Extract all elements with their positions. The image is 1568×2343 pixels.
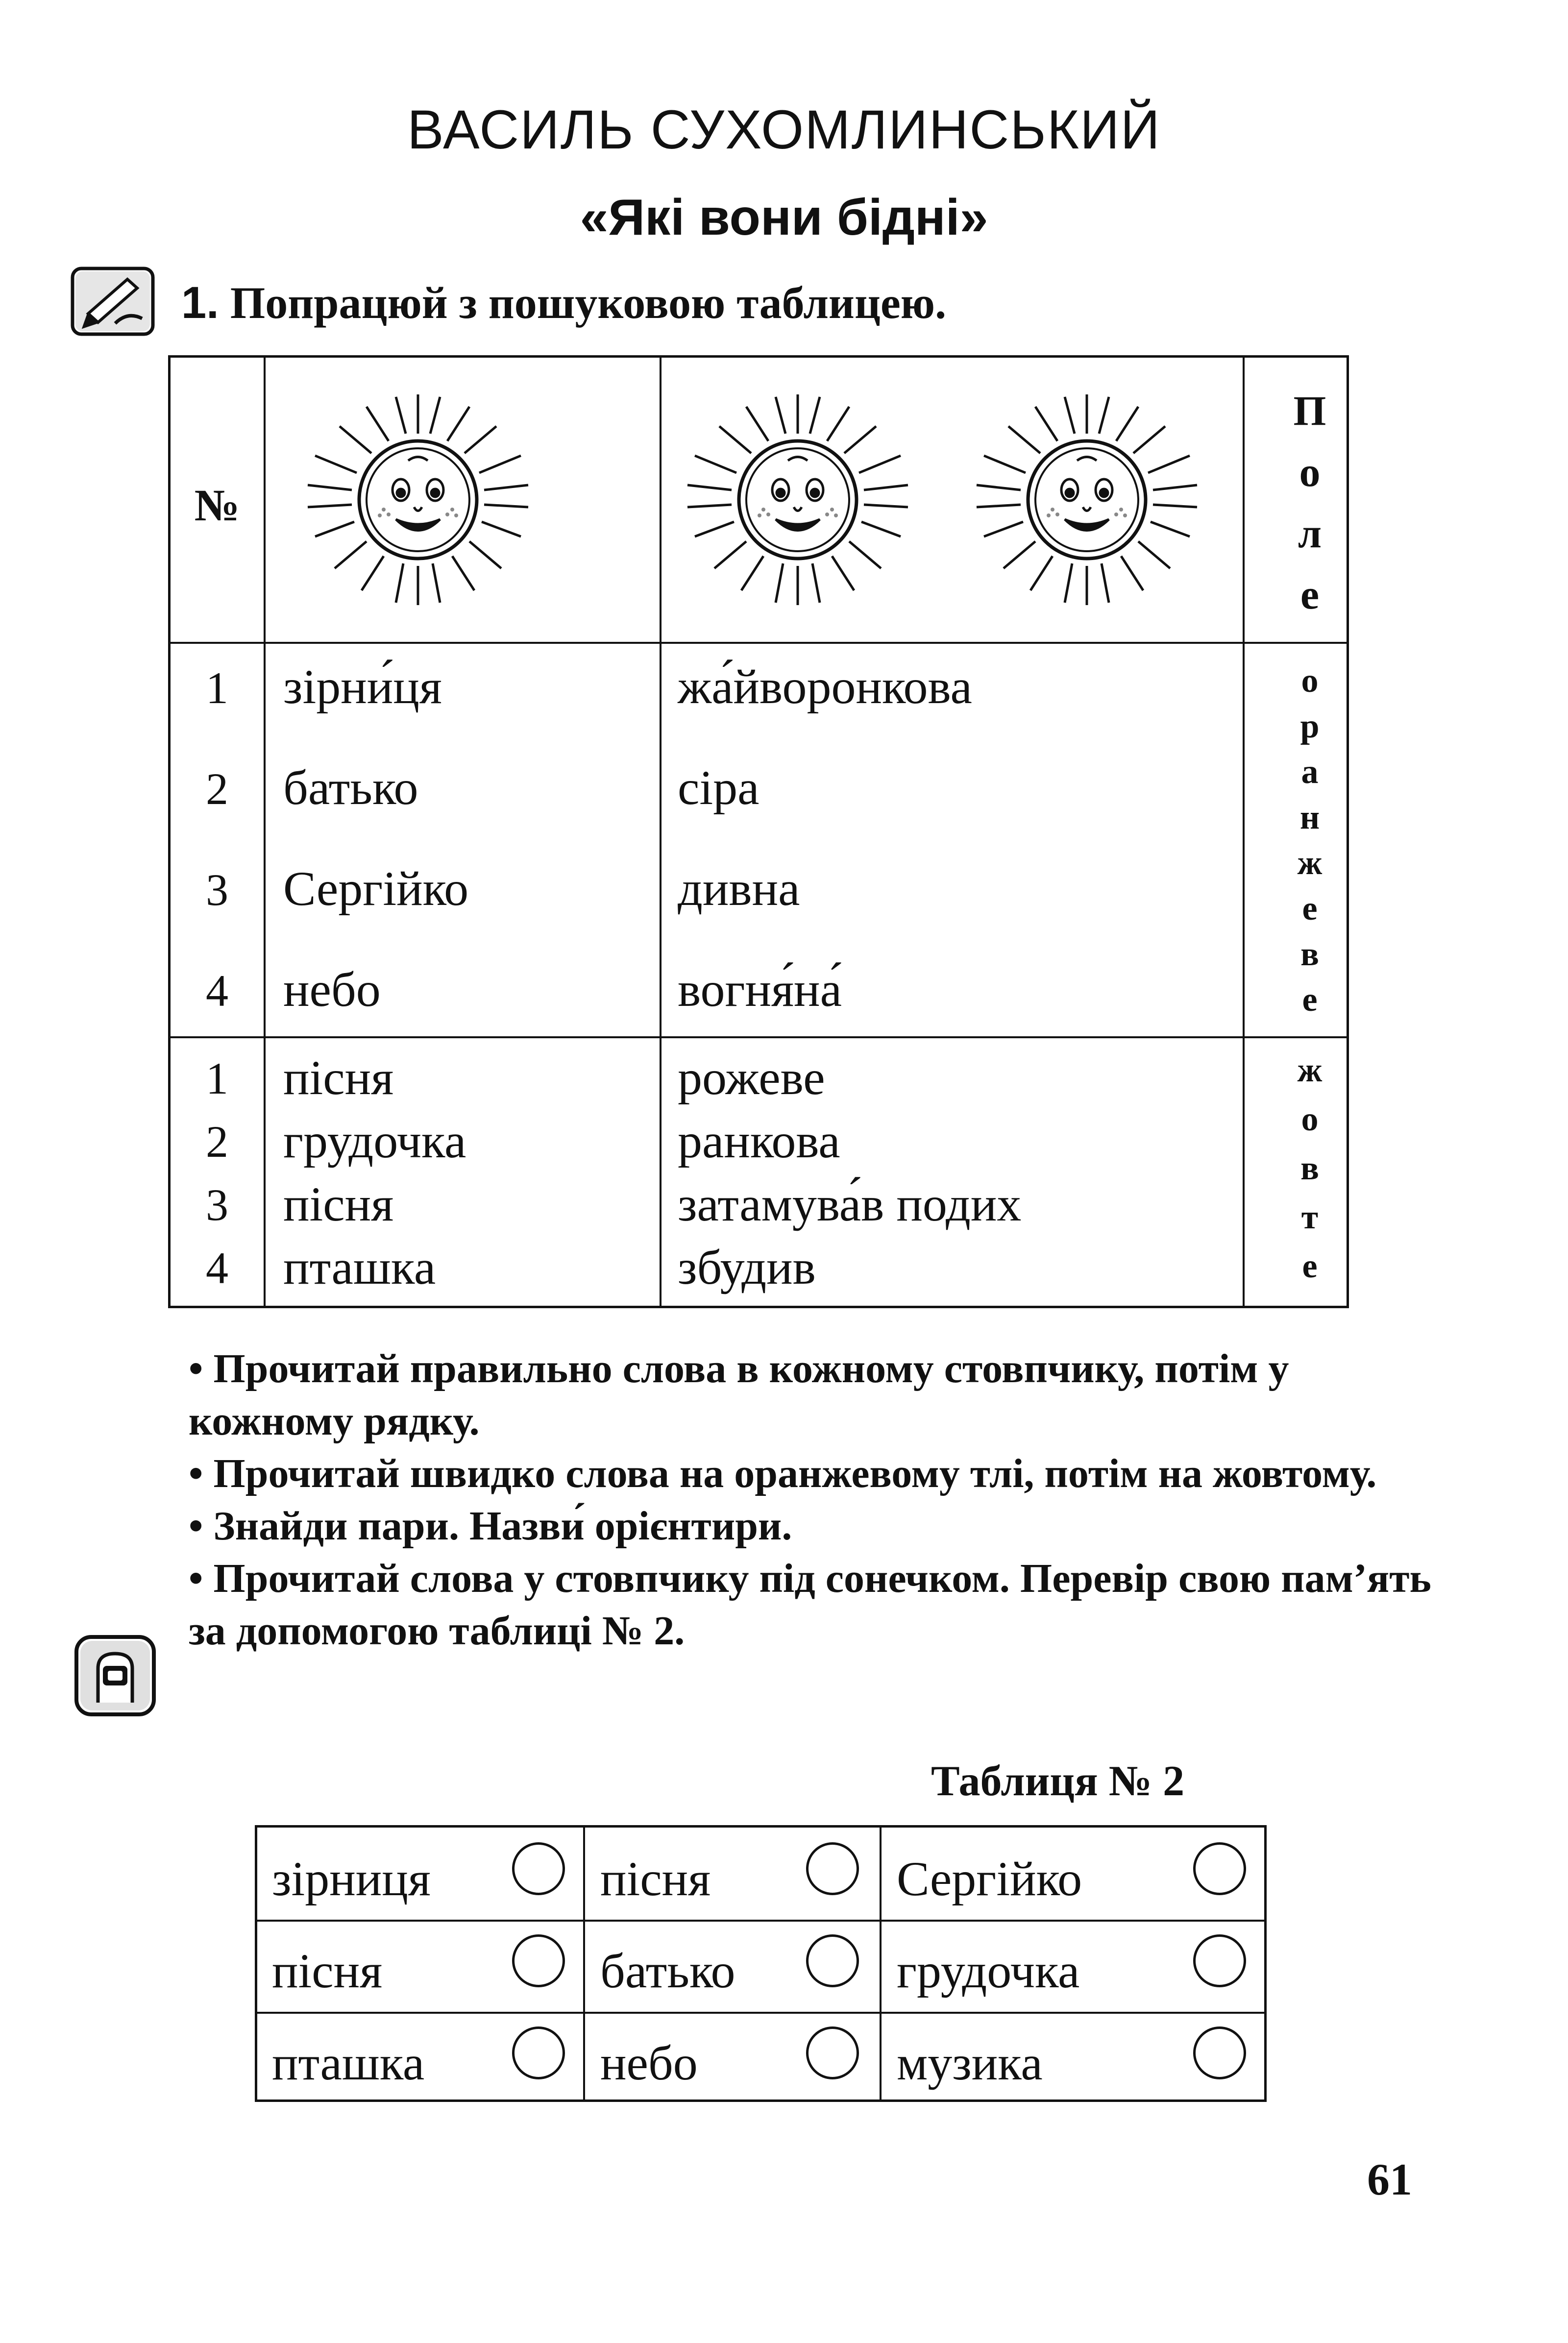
row-number: 3 [206, 1180, 228, 1230]
task-number: 1. [181, 278, 219, 328]
answer-circle-icon[interactable] [512, 2026, 565, 2079]
answer-circle-icon[interactable] [512, 1934, 565, 1987]
yellow-label-letter: е [1302, 1247, 1318, 1285]
search-table [168, 355, 1349, 1308]
row-number: 4 [206, 966, 228, 1016]
orange-right-word: жа́йворонкова [678, 659, 972, 714]
orange-left-word: небо [283, 962, 381, 1017]
orange-label-letter: о [1301, 662, 1319, 700]
orange-right-word: сіра [678, 760, 760, 815]
table2-caption: Таблиця № 2 [931, 1757, 1185, 1805]
orange-label-letter: е [1302, 981, 1318, 1019]
table2-word: небо [600, 2036, 698, 2090]
instruction-item: • Знайди пари. Назви́ орієнтири. [189, 1503, 792, 1549]
row-number: 2 [206, 1117, 228, 1167]
table2-word: пісня [600, 1852, 711, 1906]
answer-circle-icon[interactable] [512, 1842, 565, 1895]
yellow-right-word: рожеве [678, 1050, 825, 1105]
row-number: 3 [206, 865, 228, 915]
orange-right-word: вогня́на́ [678, 962, 842, 1017]
table2-word: пісня [272, 1944, 383, 1998]
orange-label-letter: ж [1297, 844, 1323, 882]
story-title: «Які вони бідні» [580, 189, 988, 246]
yellow-label-letter: о [1301, 1100, 1319, 1138]
yellow-right-word: затамува́в подих [678, 1177, 1022, 1231]
orange-label-letter: р [1300, 708, 1320, 745]
task-text: Попрацюй з пошуковою таблицею. [230, 278, 947, 328]
sun-face-icon [964, 385, 1209, 615]
author-name: ВАСИЛЬ СУХОМЛИНСЬКИЙ [407, 99, 1161, 160]
instructions [189, 1342, 1443, 1657]
row-number: 1 [206, 1053, 228, 1103]
orange-field-label [1273, 664, 1347, 1028]
field-column-header [1273, 387, 1347, 635]
orange-left-word: Сергійко [283, 861, 469, 916]
sun-face-icon [295, 385, 540, 615]
orange-label-letter: а [1301, 753, 1319, 791]
task-heading [181, 277, 946, 329]
yellow-label-letter: в [1300, 1149, 1319, 1187]
row-number: 2 [206, 764, 228, 814]
instruction-item: • Прочитай швидко слова на оранжевому тлі, потім на жовтому. [189, 1451, 1377, 1496]
pencil-writing-icon [69, 265, 157, 338]
field-header-letter: л [1298, 510, 1322, 557]
orange-right-word: дивна [678, 861, 800, 916]
memory-head-icon [74, 1634, 157, 1717]
table2-word: пташка [272, 2036, 425, 2090]
yellow-left-word: пісня [283, 1177, 394, 1231]
yellow-field-label [1273, 1053, 1347, 1298]
yellow-left-word: пташка [283, 1240, 436, 1294]
orange-label-letter: е [1302, 890, 1318, 927]
instruction-item: • Прочитай правильно слова в кожному стовпчику, потім у кожному рядку. [189, 1346, 1289, 1444]
answer-circle-icon[interactable] [1193, 1842, 1246, 1895]
yellow-left-word: пісня [283, 1050, 394, 1105]
table2-word: музика [897, 2036, 1043, 2090]
yellow-label-letter: ж [1297, 1051, 1323, 1089]
table2-word: грудочка [897, 1944, 1080, 1998]
field-header-letter: П [1293, 387, 1326, 434]
answer-circle-icon[interactable] [1193, 1934, 1246, 1987]
answer-circle-icon[interactable] [806, 1934, 859, 1987]
yellow-label-letter: т [1301, 1198, 1319, 1236]
answer-circle-icon[interactable] [806, 2026, 859, 2079]
orange-left-word: зірни́ця [283, 659, 442, 714]
yellow-right-word: збудив [678, 1240, 816, 1294]
orange-left-word: батько [283, 760, 418, 815]
memory-check-table [255, 1825, 1267, 2102]
field-header-letter: е [1300, 571, 1320, 618]
instruction-item: • Прочитай слова у стовпчику під сонечком. Перевір свою пам’ять за допомогою таблиці № 2. [189, 1556, 1431, 1654]
answer-circle-icon[interactable] [1193, 2026, 1246, 2079]
table2-word: батько [600, 1944, 735, 1998]
yellow-left-word: грудочка [283, 1114, 466, 1168]
table2-word: зірниця [272, 1852, 431, 1906]
yellow-right-word: ранкова [678, 1114, 840, 1168]
row-number: 4 [206, 1243, 228, 1293]
row-number: 1 [206, 663, 228, 713]
table2-word: Сергійко [897, 1852, 1082, 1906]
sun-face-icon [675, 385, 920, 615]
answer-circle-icon[interactable] [806, 1842, 859, 1895]
orange-label-letter: в [1300, 935, 1319, 973]
page-number: 61 [1367, 2154, 1412, 2204]
number-column-header: № [194, 480, 240, 530]
orange-label-letter: н [1299, 799, 1320, 836]
field-header-letter: о [1299, 448, 1321, 495]
